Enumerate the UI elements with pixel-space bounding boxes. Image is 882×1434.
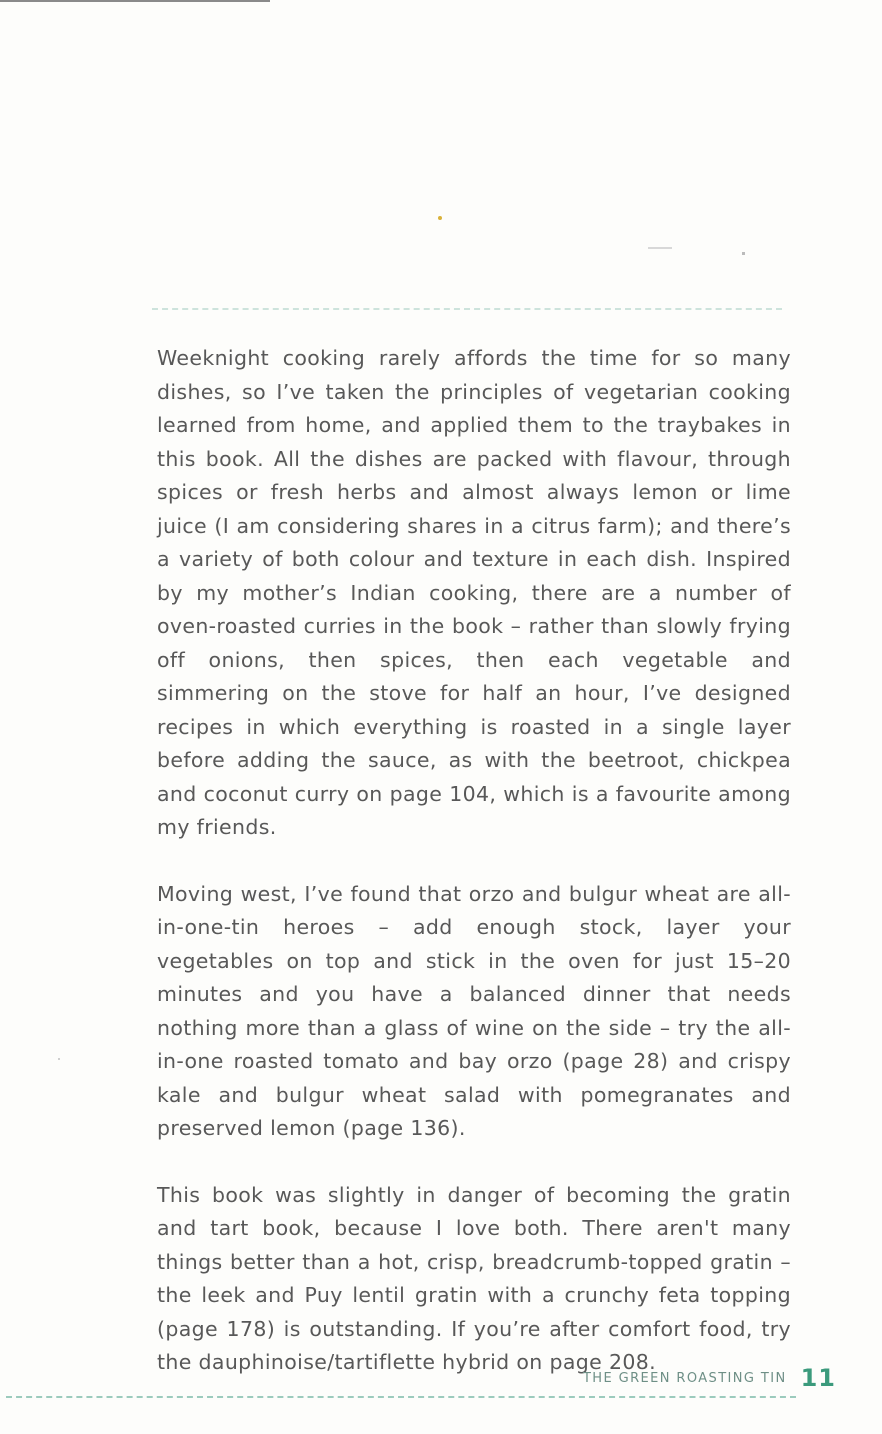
page-number: 11 (800, 1364, 836, 1392)
top-dashed-rule (152, 308, 782, 310)
body-text (157, 342, 791, 1413)
paragraph-1: Weeknight cooking rarely affords the time for so many dishes, so I’ve taken the principles of vegetarian cooking learned from home, and applied them to the traybakes in this book. All the dishes are packed with flavour, through spices or fresh herbs and almost always lemon or lime juice (I am considering shares in a citrus farm); and there’s a variety of both colour and texture in each dish. Inspired by my mother’s Indian cooking, there are a number of oven-roasted curries in the book – rather than slowly frying off onions, then spices, then each vegetable and simmering on the stove for half an hour, I’ve designed recipes in which everything is roasted in a single layer before adding the sauce, as with the beetroot, chickpea and coconut curry on page 104, which is a favourite among my friends. (157, 346, 791, 839)
scan-speck (648, 247, 672, 249)
paragraph-3: This book was slightly in danger of becoming the gratin and tart book, because I love both. There aren't many things better than a hot, crisp, breadcrumb-topped gratin – the leek and Puy lentil gratin with a crunchy feta topping (page 178) is outstanding. If you’re after comfort food, try the dauphinoise/tartiflette hybrid on page 208. (157, 1182, 791, 1374)
scan-speck (742, 252, 745, 255)
paragraph-2: Moving west, I’ve found that orzo and bulgur wheat are all-in-one-tin heroes – add enough stock, layer your vegetables on top and stick in the oven for just 15–20 minutes and you have a balanced dinner that needs nothing more than a glass of wine on the side – try the all-in-one roasted tomato and bay orzo (page 28) and crispy kale and bulgur wheat salad with pomegranates and preserved lemon (page 136). (157, 881, 791, 1140)
scan-speck (438, 216, 442, 220)
page-footer (583, 1364, 836, 1392)
scan-edge-line (0, 0, 270, 2)
scan-speck (58, 1058, 60, 1060)
running-title: THE GREEN ROASTING TIN (582, 1370, 787, 1386)
bottom-dashed-rule (6, 1396, 796, 1398)
